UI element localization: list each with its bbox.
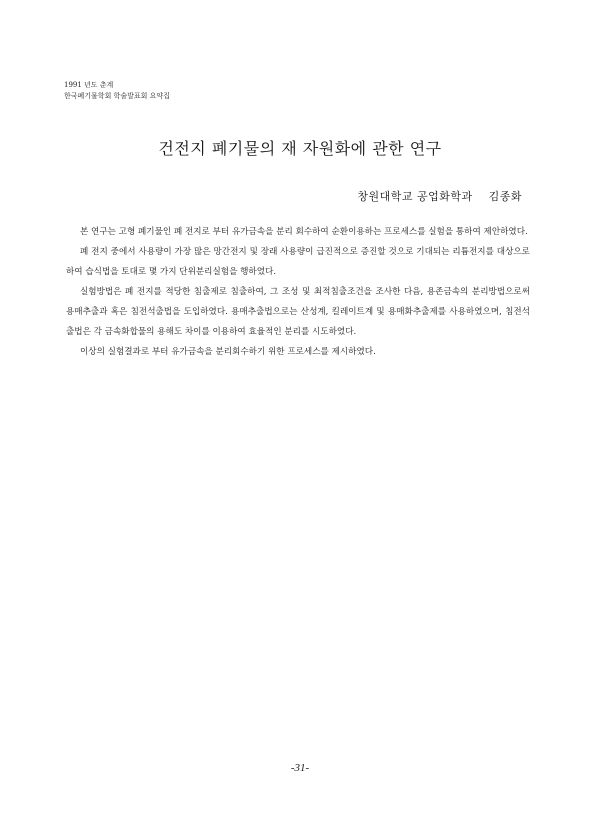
author-name: 김종화 xyxy=(488,190,522,203)
page-number: -31- xyxy=(290,762,310,774)
abstract-body xyxy=(66,222,530,362)
proceedings-header xyxy=(64,80,170,102)
author-affiliation xyxy=(357,188,522,204)
department-name: 창원대학교 공업화학과 xyxy=(357,190,473,203)
abstract-paragraph: 실험방법은 폐 전지를 적당한 침출제로 침출하여, 그 조성 및 최적침출조건을 조사한 다음, 용존금속의 분리방법으로써 용매추출과 혹은 침전석출법을 도입하였다. 용매추출법으로는 산성계, 킬레이트계 및 용매화추출제를 사용하였으며, 침전석출법은 각 금속화합물의 용해도 차이를 이용하여 효율적인 분리를 시도하였다. xyxy=(66,287,530,337)
abstract-paragraph: 이상의 실험결과로 부터 유가금속을 분리회수하기 위한 프로세스를 제시하였다. xyxy=(80,347,376,357)
paper-title: 건전지 폐기물의 재 자원화에 관한 연구 xyxy=(158,139,442,158)
proceedings-name: 한국폐기물학회 학술발표회 요약집 xyxy=(64,92,170,100)
abstract-paragraph: 폐 전지 중에서 사용량이 가장 많은 망간전지 및 장래 사용량이 급진적으로 증진할 것으로 기대되는 리튬전지를 대상으로 하여 습식법을 토대로 몇 가지 단위분리실험을 행하였다. xyxy=(66,247,530,277)
proceedings-year: 1991 년도 춘계 xyxy=(64,81,114,89)
abstract-paragraph: 본 연구는 고형 폐기물인 폐 전지로 부터 유가금속을 분리 회수하여 순환이용하는 프로세스를 실험을 통하여 제안하였다. xyxy=(80,227,528,237)
